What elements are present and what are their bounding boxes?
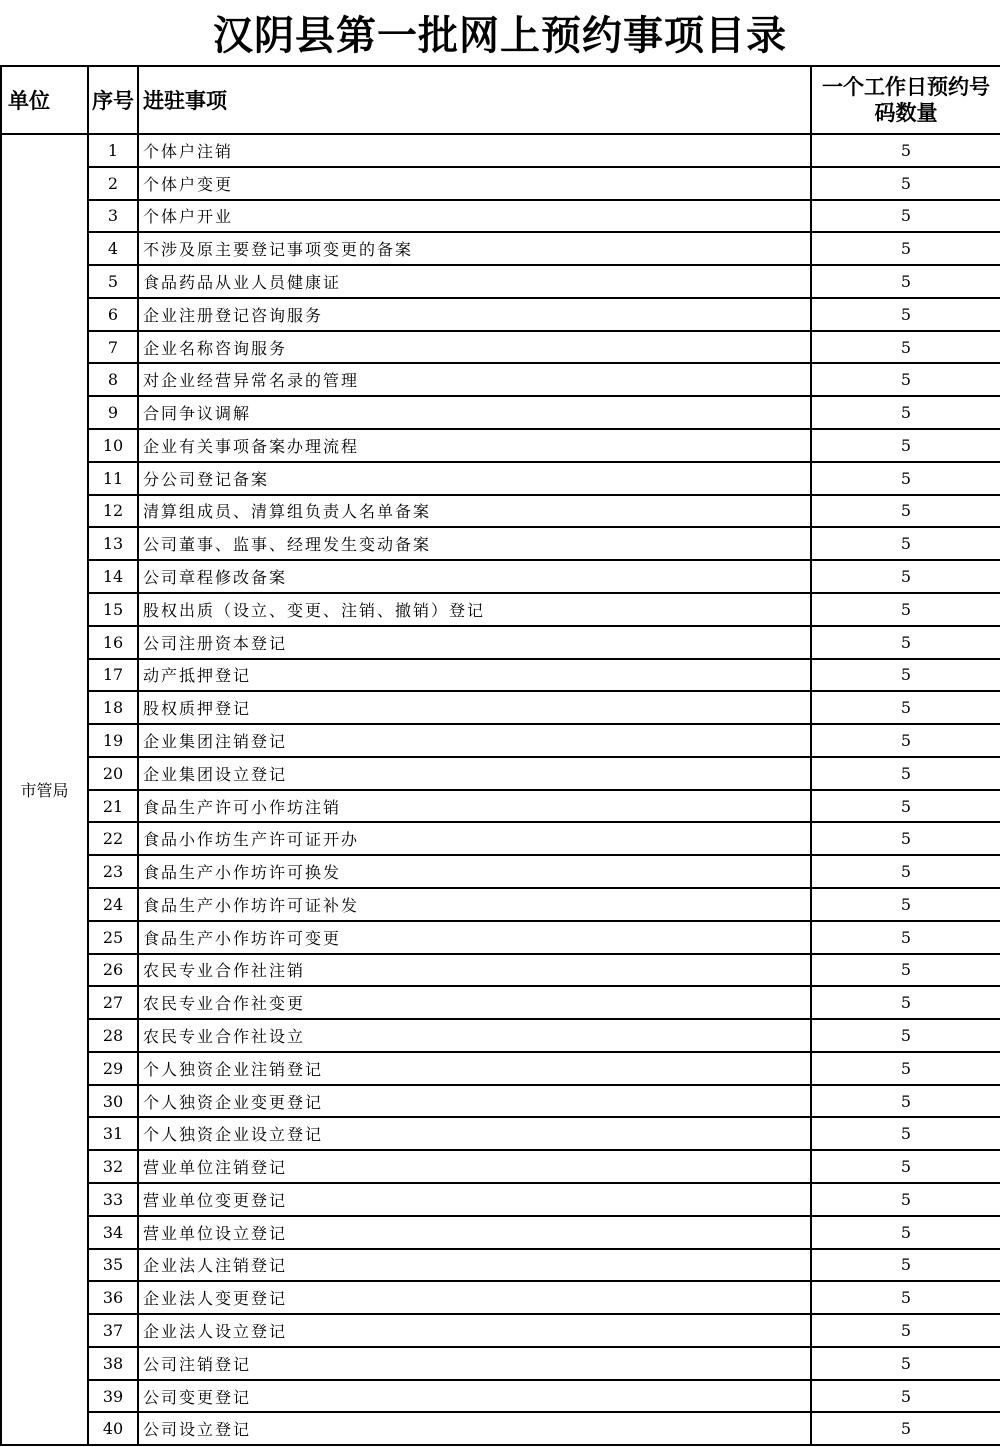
item-cell: 企业法人变更登记 xyxy=(138,1281,811,1314)
quota-cell: 5 xyxy=(811,691,1000,724)
seq-cell: 8 xyxy=(88,363,138,396)
quota-cell: 5 xyxy=(811,1019,1000,1052)
item-cell: 企业集团设立登记 xyxy=(138,757,811,790)
item-cell: 分公司登记备案 xyxy=(138,462,811,495)
seq-cell: 40 xyxy=(88,1412,138,1445)
item-cell: 企业法人注销登记 xyxy=(138,1249,811,1282)
table-row xyxy=(1,298,1000,331)
quota-cell: 5 xyxy=(811,1314,1000,1347)
item-cell: 不涉及原主要登记事项变更的备案 xyxy=(138,232,811,265)
quota-cell: 5 xyxy=(811,1183,1000,1216)
quota-cell: 5 xyxy=(811,429,1000,462)
seq-cell: 7 xyxy=(88,331,138,364)
quota-cell: 5 xyxy=(811,1052,1000,1085)
item-cell: 企业法人设立登记 xyxy=(138,1314,811,1347)
quota-cell: 5 xyxy=(811,1085,1000,1118)
quota-cell: 5 xyxy=(811,822,1000,855)
item-cell: 个人独资企业注销登记 xyxy=(138,1052,811,1085)
table-row xyxy=(1,822,1000,855)
header-unit: 单位 xyxy=(1,66,88,134)
quota-cell: 5 xyxy=(811,298,1000,331)
table-row xyxy=(1,396,1000,429)
seq-cell: 17 xyxy=(88,659,138,692)
seq-cell: 1 xyxy=(88,134,138,167)
table-row xyxy=(1,429,1000,462)
item-cell: 企业有关事项备案办理流程 xyxy=(138,429,811,462)
table-row xyxy=(1,1117,1000,1150)
seq-cell: 29 xyxy=(88,1052,138,1085)
quota-cell: 5 xyxy=(811,1380,1000,1413)
seq-cell: 12 xyxy=(88,495,138,528)
seq-cell: 33 xyxy=(88,1183,138,1216)
seq-cell: 21 xyxy=(88,790,138,823)
table-row xyxy=(1,167,1000,200)
item-cell: 对企业经营异常名录的管理 xyxy=(138,363,811,396)
item-cell: 营业单位变更登记 xyxy=(138,1183,811,1216)
header-quota-line1: 一个工作日预约号 xyxy=(822,75,990,99)
quota-cell: 5 xyxy=(811,527,1000,560)
seq-cell: 11 xyxy=(88,462,138,495)
table-row xyxy=(1,626,1000,659)
item-cell: 企业集团注销登记 xyxy=(138,724,811,757)
seq-cell: 22 xyxy=(88,822,138,855)
quota-cell: 5 xyxy=(811,265,1000,298)
quota-cell: 5 xyxy=(811,396,1000,429)
table-row xyxy=(1,1347,1000,1380)
item-cell: 动产抵押登记 xyxy=(138,659,811,692)
item-cell: 公司注销登记 xyxy=(138,1347,811,1380)
table-row xyxy=(1,593,1000,626)
quota-cell: 5 xyxy=(811,134,1000,167)
seq-cell: 20 xyxy=(88,757,138,790)
item-cell: 食品生产小作坊许可证补发 xyxy=(138,888,811,921)
header-item: 进驻事项 xyxy=(138,66,811,134)
item-cell: 企业名称咨询服务 xyxy=(138,331,811,364)
table-row xyxy=(1,1183,1000,1216)
table-row xyxy=(1,855,1000,888)
seq-cell: 31 xyxy=(88,1117,138,1150)
item-cell: 个人独资企业变更登记 xyxy=(138,1085,811,1118)
seq-cell: 2 xyxy=(88,167,138,200)
table-row xyxy=(1,527,1000,560)
seq-cell: 32 xyxy=(88,1150,138,1183)
quota-cell: 5 xyxy=(811,888,1000,921)
quota-cell: 5 xyxy=(811,659,1000,692)
table-row xyxy=(1,986,1000,1019)
item-cell: 农民专业合作社注销 xyxy=(138,954,811,987)
item-cell: 食品生产小作坊许可换发 xyxy=(138,855,811,888)
unit-cell: 市管局 xyxy=(1,134,88,1445)
item-cell: 个人独资企业设立登记 xyxy=(138,1117,811,1150)
table-row xyxy=(1,1052,1000,1085)
header-seq: 序号 xyxy=(88,66,138,134)
seq-cell: 6 xyxy=(88,298,138,331)
quota-cell: 5 xyxy=(811,560,1000,593)
table-row xyxy=(1,462,1000,495)
seq-cell: 4 xyxy=(88,232,138,265)
seq-cell: 34 xyxy=(88,1216,138,1249)
seq-cell: 39 xyxy=(88,1380,138,1413)
table-row xyxy=(1,1216,1000,1249)
quota-cell: 5 xyxy=(811,363,1000,396)
seq-cell: 24 xyxy=(88,888,138,921)
quota-cell: 5 xyxy=(811,1412,1000,1445)
seq-cell: 15 xyxy=(88,593,138,626)
quota-cell: 5 xyxy=(811,1347,1000,1380)
seq-cell: 30 xyxy=(88,1085,138,1118)
item-cell: 企业注册登记咨询服务 xyxy=(138,298,811,331)
quota-cell: 5 xyxy=(811,1249,1000,1282)
quota-cell: 5 xyxy=(811,462,1000,495)
item-cell: 合同争议调解 xyxy=(138,396,811,429)
header-quota xyxy=(811,66,1000,134)
item-cell: 股权出质（设立、变更、注销、撤销）登记 xyxy=(138,593,811,626)
quota-cell: 5 xyxy=(811,855,1000,888)
item-cell: 公司设立登记 xyxy=(138,1412,811,1445)
quota-cell: 5 xyxy=(811,986,1000,1019)
seq-cell: 10 xyxy=(88,429,138,462)
item-cell: 公司章程修改备案 xyxy=(138,560,811,593)
quota-cell: 5 xyxy=(811,1281,1000,1314)
seq-cell: 16 xyxy=(88,626,138,659)
quota-cell: 5 xyxy=(811,790,1000,823)
item-cell: 食品生产小作坊许可变更 xyxy=(138,921,811,954)
quota-cell: 5 xyxy=(811,593,1000,626)
seq-cell: 28 xyxy=(88,1019,138,1052)
quota-cell: 5 xyxy=(811,921,1000,954)
header-quota-line2: 码数量 xyxy=(874,101,938,125)
table-row xyxy=(1,724,1000,757)
quota-cell: 5 xyxy=(811,757,1000,790)
table-row xyxy=(1,1314,1000,1347)
table-row xyxy=(1,659,1000,692)
table-row xyxy=(1,200,1000,233)
seq-cell: 27 xyxy=(88,986,138,1019)
table-row xyxy=(1,1085,1000,1118)
quota-cell: 5 xyxy=(811,1216,1000,1249)
seq-cell: 18 xyxy=(88,691,138,724)
item-cell: 清算组成员、清算组负责人名单备案 xyxy=(138,495,811,528)
table-row xyxy=(1,1380,1000,1413)
table-row xyxy=(1,921,1000,954)
seq-cell: 35 xyxy=(88,1249,138,1282)
seq-cell: 36 xyxy=(88,1281,138,1314)
table-row xyxy=(1,1019,1000,1052)
item-cell: 公司注册资本登记 xyxy=(138,626,811,659)
item-cell: 农民专业合作社设立 xyxy=(138,1019,811,1052)
item-cell: 公司董事、监事、经理发生变动备案 xyxy=(138,527,811,560)
item-cell: 营业单位注销登记 xyxy=(138,1150,811,1183)
item-cell: 农民专业合作社变更 xyxy=(138,986,811,1019)
table-row xyxy=(1,1249,1000,1282)
table-row xyxy=(1,265,1000,298)
table-row xyxy=(1,757,1000,790)
item-cell: 个体户开业 xyxy=(138,200,811,233)
document-title: 汉阴县第一批网上预约事项目录 xyxy=(213,11,787,59)
table-row xyxy=(1,560,1000,593)
seq-cell: 38 xyxy=(88,1347,138,1380)
table-row xyxy=(1,134,1000,167)
table-header-row xyxy=(1,66,1000,134)
item-cell: 公司变更登记 xyxy=(138,1380,811,1413)
seq-cell: 5 xyxy=(88,265,138,298)
item-cell: 个体户变更 xyxy=(138,167,811,200)
item-cell: 股权质押登记 xyxy=(138,691,811,724)
item-cell: 食品药品从业人员健康证 xyxy=(138,265,811,298)
seq-cell: 23 xyxy=(88,855,138,888)
seq-cell: 13 xyxy=(88,527,138,560)
item-cell: 营业单位设立登记 xyxy=(138,1216,811,1249)
seq-cell: 14 xyxy=(88,560,138,593)
seq-cell: 37 xyxy=(88,1314,138,1347)
quota-cell: 5 xyxy=(811,1150,1000,1183)
table-row xyxy=(1,954,1000,987)
table-row xyxy=(1,331,1000,364)
seq-cell: 9 xyxy=(88,396,138,429)
quota-cell: 5 xyxy=(811,1117,1000,1150)
table-row xyxy=(1,1150,1000,1183)
quota-cell: 5 xyxy=(811,167,1000,200)
table-row xyxy=(1,495,1000,528)
seq-cell: 3 xyxy=(88,200,138,233)
table-row xyxy=(1,691,1000,724)
table-row xyxy=(1,790,1000,823)
item-cell: 食品小作坊生产许可证开办 xyxy=(138,822,811,855)
item-cell: 食品生产许可小作坊注销 xyxy=(138,790,811,823)
quota-cell: 5 xyxy=(811,331,1000,364)
table-row xyxy=(1,1412,1000,1445)
quota-cell: 5 xyxy=(811,200,1000,233)
table-row xyxy=(1,1281,1000,1314)
table-body xyxy=(1,134,1000,1445)
quota-cell: 5 xyxy=(811,232,1000,265)
quota-cell: 5 xyxy=(811,626,1000,659)
seq-cell: 26 xyxy=(88,954,138,987)
table-row xyxy=(1,232,1000,265)
seq-cell: 25 xyxy=(88,921,138,954)
appointment-items-table xyxy=(0,65,1000,1446)
quota-cell: 5 xyxy=(811,954,1000,987)
seq-cell: 19 xyxy=(88,724,138,757)
item-cell: 个体户注销 xyxy=(138,134,811,167)
quota-cell: 5 xyxy=(811,495,1000,528)
quota-cell: 5 xyxy=(811,724,1000,757)
table-row xyxy=(1,888,1000,921)
table-row xyxy=(1,363,1000,396)
